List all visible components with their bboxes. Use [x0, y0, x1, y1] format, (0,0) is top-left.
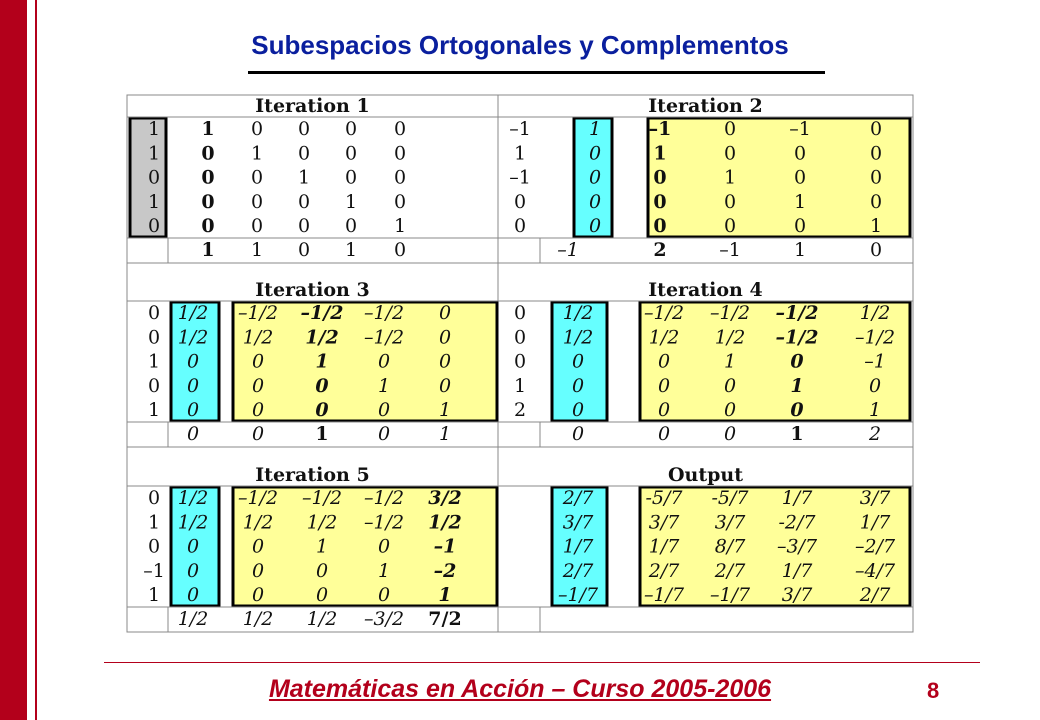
- matrix-entry: –1: [433, 535, 457, 558]
- bottom-mid-entry: 0: [571, 423, 585, 445]
- matrix-entry: –4/7: [854, 559, 896, 582]
- matrix-entry: 1/7: [648, 535, 680, 558]
- matrix-entry: 1: [790, 374, 804, 397]
- bottom-entry: 1: [315, 423, 329, 445]
- matrix-entry: 0: [250, 190, 264, 213]
- footer-text[interactable]: Matemáticas en Acción – Curso 2005-2006: [268, 675, 772, 703]
- matrix-entry: 0: [250, 215, 264, 237]
- matrix-entry: –3/7: [776, 535, 818, 558]
- vector-entry: 0: [147, 302, 161, 325]
- bottom-entry: 1: [344, 239, 358, 261]
- vector-entry: 1: [147, 511, 161, 534]
- matrix-entry: 0: [315, 559, 329, 582]
- bottom-entry: 1: [790, 423, 804, 445]
- bottom-entry: 7/2: [428, 608, 462, 630]
- matrix-entry: 0: [723, 374, 737, 397]
- matrix-entry: 0: [297, 190, 311, 213]
- matrix-entry: 2/7: [648, 559, 680, 582]
- matrix-entry: –1/2: [854, 326, 896, 349]
- vector-entry: 0: [513, 215, 527, 237]
- matrix-entry: 0: [315, 584, 329, 606]
- page-number: 8: [927, 678, 940, 703]
- mid-column-entry: 0: [186, 584, 200, 606]
- mid-column-entry: –1/7: [557, 584, 599, 606]
- vector-entry: 0: [147, 215, 161, 237]
- matrix-entry: 1/2: [428, 511, 462, 534]
- matrix-entry: 0: [251, 559, 265, 582]
- matrix-entry: 0: [315, 399, 329, 421]
- matrix-entry: 1: [315, 535, 329, 558]
- mid-column-entry: 0: [186, 535, 200, 558]
- bottom-entry: 1/2: [306, 608, 338, 630]
- matrix-entry: 0: [297, 215, 311, 237]
- matrix-entry: 1: [315, 350, 329, 373]
- matrix-entry: –1/2: [237, 302, 279, 325]
- matrix-entry: –2: [433, 559, 457, 582]
- matrix-entry: 1: [723, 166, 737, 189]
- panel-title: Iteration 3: [255, 279, 370, 301]
- mid-column-entry: 0: [588, 190, 602, 213]
- matrix-entry: 3/7: [714, 511, 746, 534]
- matrix-entry: –1/2: [709, 302, 751, 325]
- vector-entry: –1: [509, 166, 531, 189]
- matrix-entry: 0: [377, 584, 391, 606]
- matrix-entry: –1/2: [775, 326, 819, 349]
- mid-column-entry: 2/7: [562, 487, 594, 510]
- vector-entry: 0: [147, 326, 161, 349]
- mid-column-entry: 0: [201, 166, 215, 189]
- vector-entry: 0: [147, 487, 161, 510]
- matrix-entry: 1/7: [781, 487, 813, 510]
- matrix-entry: 0: [438, 302, 452, 325]
- matrix-entry: 0: [657, 374, 671, 397]
- matrix-entry: 0: [438, 350, 452, 373]
- vector-entry: 0: [513, 190, 527, 213]
- matrix-entry: 1: [653, 142, 667, 165]
- bottom-mid-entry: 1/2: [177, 608, 209, 630]
- vector-entry: 1: [147, 584, 161, 606]
- matrix-entry: 3/7: [648, 511, 680, 534]
- mid-column-entry: 1/2: [562, 302, 594, 325]
- matrix-entry: 1/2: [306, 511, 338, 534]
- matrix-entry: 1: [377, 374, 391, 397]
- mid-column-entry: 0: [186, 374, 200, 397]
- matrix-entry: –2/7: [854, 535, 896, 558]
- matrix-entry: 0: [869, 190, 883, 213]
- matrix-entry: 0: [251, 374, 265, 397]
- mid-column-entry: 0: [588, 215, 602, 237]
- vector-entry: 0: [147, 374, 161, 397]
- matrix-entry: 2/7: [714, 559, 746, 582]
- matrix-entry: 0: [344, 118, 358, 141]
- bottom-mid-entry: 0: [186, 423, 200, 445]
- footer-divider: [104, 662, 980, 663]
- matrix-entry: 1: [869, 215, 883, 237]
- vector-entry: 2: [513, 399, 527, 421]
- matrix-entry: 0: [344, 166, 358, 189]
- vector-entry: 0: [513, 350, 527, 373]
- vector-entry: 1: [147, 350, 161, 373]
- bottom-entry: –3/2: [363, 608, 405, 630]
- matrix-entry: 3/2: [428, 487, 462, 510]
- matrix-entry: 0: [869, 142, 883, 165]
- mid-column-entry: 1: [201, 118, 215, 141]
- mid-column-entry: 0: [201, 215, 215, 237]
- matrix-entry: 0: [793, 166, 807, 189]
- matrix-entry: 0: [723, 215, 737, 237]
- matrix-entry: 1/7: [781, 559, 813, 582]
- matrix-entry: 0: [657, 350, 671, 373]
- panel-title: Output: [667, 464, 744, 486]
- matrix-entry: 1/2: [648, 326, 680, 349]
- matrix-entry: 0: [393, 118, 407, 141]
- mid-column-entry: 0: [588, 142, 602, 165]
- mid-column-entry: 2/7: [562, 559, 594, 582]
- bottom-mid-entry: 1: [201, 239, 215, 261]
- matrix-entry: 0: [657, 399, 671, 421]
- mid-column-entry: 0: [571, 399, 585, 421]
- bottom-entry: 1/2: [242, 608, 274, 630]
- mid-column-entry: 1: [588, 118, 602, 141]
- vector-entry: 1: [147, 118, 161, 141]
- matrix-entry: 0: [377, 535, 391, 558]
- matrix-entry: 0: [653, 190, 667, 213]
- matrix-entry: –1/7: [643, 584, 685, 606]
- matrix-entry: 1: [723, 350, 737, 373]
- bottom-entry: 0: [377, 423, 391, 445]
- matrix-entry: 0: [251, 584, 265, 606]
- matrix-entry: 0: [250, 118, 264, 141]
- bottom-entry: 0: [723, 423, 737, 445]
- matrix-entry: 0: [868, 374, 882, 397]
- mid-column-entry: 1/7: [562, 535, 594, 558]
- matrix-entry: 0: [251, 399, 265, 421]
- matrix-entry: –1/2: [300, 302, 344, 325]
- panel-title: Iteration 1: [255, 95, 370, 117]
- bottom-entry: 1: [250, 239, 264, 261]
- bottom-entry: 0: [869, 239, 883, 261]
- matrix-entry: 0: [653, 215, 667, 237]
- bottom-entry: 0: [657, 423, 671, 445]
- mid-column-entry: 0: [186, 559, 200, 582]
- matrix-entry: 0: [723, 142, 737, 165]
- mid-column-entry: 0: [186, 350, 200, 373]
- matrix-entry: 1/2: [859, 302, 891, 325]
- matrix-entry: –1: [789, 118, 811, 141]
- matrix-entry: 8/7: [714, 535, 746, 558]
- vector-entry: –1: [509, 118, 531, 141]
- matrix-entry: 1: [793, 190, 807, 213]
- matrix-entry: 0: [438, 374, 452, 397]
- bottom-entry: 2: [653, 239, 667, 261]
- matrix-entry: 1/7: [859, 511, 891, 534]
- matrix-entry: 0: [653, 166, 667, 189]
- vector-entry: 1: [513, 374, 527, 397]
- matrix-entry: 0: [438, 326, 452, 349]
- mid-column-entry: 0: [571, 350, 585, 373]
- matrix-entry: 0: [723, 118, 737, 141]
- panel-title: Iteration 2: [648, 95, 763, 117]
- matrix-entry: 1: [393, 215, 407, 237]
- matrix-entry: 0: [869, 166, 883, 189]
- matrix-entry: -2/7: [778, 511, 816, 534]
- mid-column-entry: 0: [571, 374, 585, 397]
- matrix-entry: –1/2: [237, 487, 279, 510]
- mid-column-entry: 1/2: [177, 326, 209, 349]
- bottom-entry: 0: [393, 239, 407, 261]
- matrix-entry: 0: [790, 399, 804, 421]
- slide-title: Subespacios Ortogonales y Complementos: [251, 30, 789, 60]
- matrix-entry: –1/7: [709, 584, 751, 606]
- matrix-entry: 1: [377, 559, 391, 582]
- matrix-entry: –1/2: [643, 302, 685, 325]
- matrix-entry: 1: [297, 166, 311, 189]
- bottom-mid-entry: –1: [557, 239, 579, 261]
- matrix-entry: 0: [297, 118, 311, 141]
- matrix-entry: 0: [790, 350, 804, 373]
- matrix-entry: 0: [297, 142, 311, 165]
- bottom-entry: 0: [251, 423, 265, 445]
- matrix-entry: –1/2: [363, 511, 405, 534]
- matrix-entry: 0: [377, 399, 391, 421]
- matrix-entry: –1/2: [363, 302, 405, 325]
- matrix-entry: 0: [344, 215, 358, 237]
- matrix-entry: –1/2: [363, 487, 405, 510]
- matrix-entry: 2/7: [859, 584, 891, 606]
- panel-title: Iteration 4: [648, 279, 763, 301]
- matrix-entry: 1: [250, 142, 264, 165]
- matrix-entry: –1: [648, 118, 672, 141]
- matrix-entry: 0: [869, 118, 883, 141]
- matrix-entry: 0: [793, 142, 807, 165]
- matrix-entry: 0: [393, 190, 407, 213]
- matrix-entry: 0: [393, 166, 407, 189]
- matrix-entry: 0: [723, 190, 737, 213]
- matrix-entry: 0: [793, 215, 807, 237]
- vector-entry: 0: [147, 535, 161, 558]
- bottom-entry: 0: [297, 239, 311, 261]
- mid-column-entry: 1/2: [177, 511, 209, 534]
- matrix-entry: 0: [251, 535, 265, 558]
- vector-entry: 1: [147, 142, 161, 165]
- matrix-entry: 1: [344, 190, 358, 213]
- mid-column-entry: 0: [201, 142, 215, 165]
- panel-title: Iteration 5: [255, 464, 370, 486]
- matrix-entry: 1: [438, 399, 452, 421]
- mid-column-entry: 0: [588, 166, 602, 189]
- matrix-entry: -5/7: [645, 487, 683, 510]
- vector-entry: 0: [147, 166, 161, 189]
- mid-column-entry: 3/7: [562, 511, 594, 534]
- bottom-entry: 1: [438, 423, 452, 445]
- matrix-entry: –1/2: [301, 487, 343, 510]
- matrix-entry: 3/7: [781, 584, 813, 606]
- vector-entry: 1: [147, 399, 161, 421]
- vector-entry: 0: [513, 302, 527, 325]
- matrix-entry: 1: [438, 584, 452, 606]
- matrix-entry: 0: [393, 142, 407, 165]
- mid-column-entry: 1/2: [562, 326, 594, 349]
- matrix-entry: 0: [344, 142, 358, 165]
- matrix-entry: 1/2: [714, 326, 746, 349]
- bottom-entry: 2: [868, 423, 882, 445]
- matrix-entry: 3/7: [859, 487, 891, 510]
- matrix-entry: 0: [250, 166, 264, 189]
- vector-entry: 1: [513, 142, 527, 165]
- vector-entry: 0: [513, 326, 527, 349]
- mid-column-entry: 0: [201, 190, 215, 213]
- matrix-entry: 1/2: [242, 511, 274, 534]
- mid-column-entry: 0: [186, 399, 200, 421]
- matrix-entry: 1/2: [242, 326, 274, 349]
- vector-entry: 1: [147, 190, 161, 213]
- matrix-entry: –1: [864, 350, 886, 373]
- matrix-entry: –1/2: [775, 302, 819, 325]
- bottom-entry: –1: [719, 239, 741, 261]
- matrix-entry: 1/2: [305, 326, 339, 349]
- matrix-entry: 0: [723, 399, 737, 421]
- bottom-entry: 1: [793, 239, 807, 261]
- mid-column-entry: 1/2: [177, 302, 209, 325]
- matrix-entry: -5/7: [711, 487, 749, 510]
- vector-entry: –1: [143, 559, 165, 582]
- matrix-entry: –1/2: [363, 326, 405, 349]
- mid-column-entry: 1/2: [177, 487, 209, 510]
- matrix-entry: 0: [315, 374, 329, 397]
- matrix-entry: 1: [868, 399, 882, 421]
- matrix-entry: 0: [251, 350, 265, 373]
- matrix-entry: 0: [377, 350, 391, 373]
